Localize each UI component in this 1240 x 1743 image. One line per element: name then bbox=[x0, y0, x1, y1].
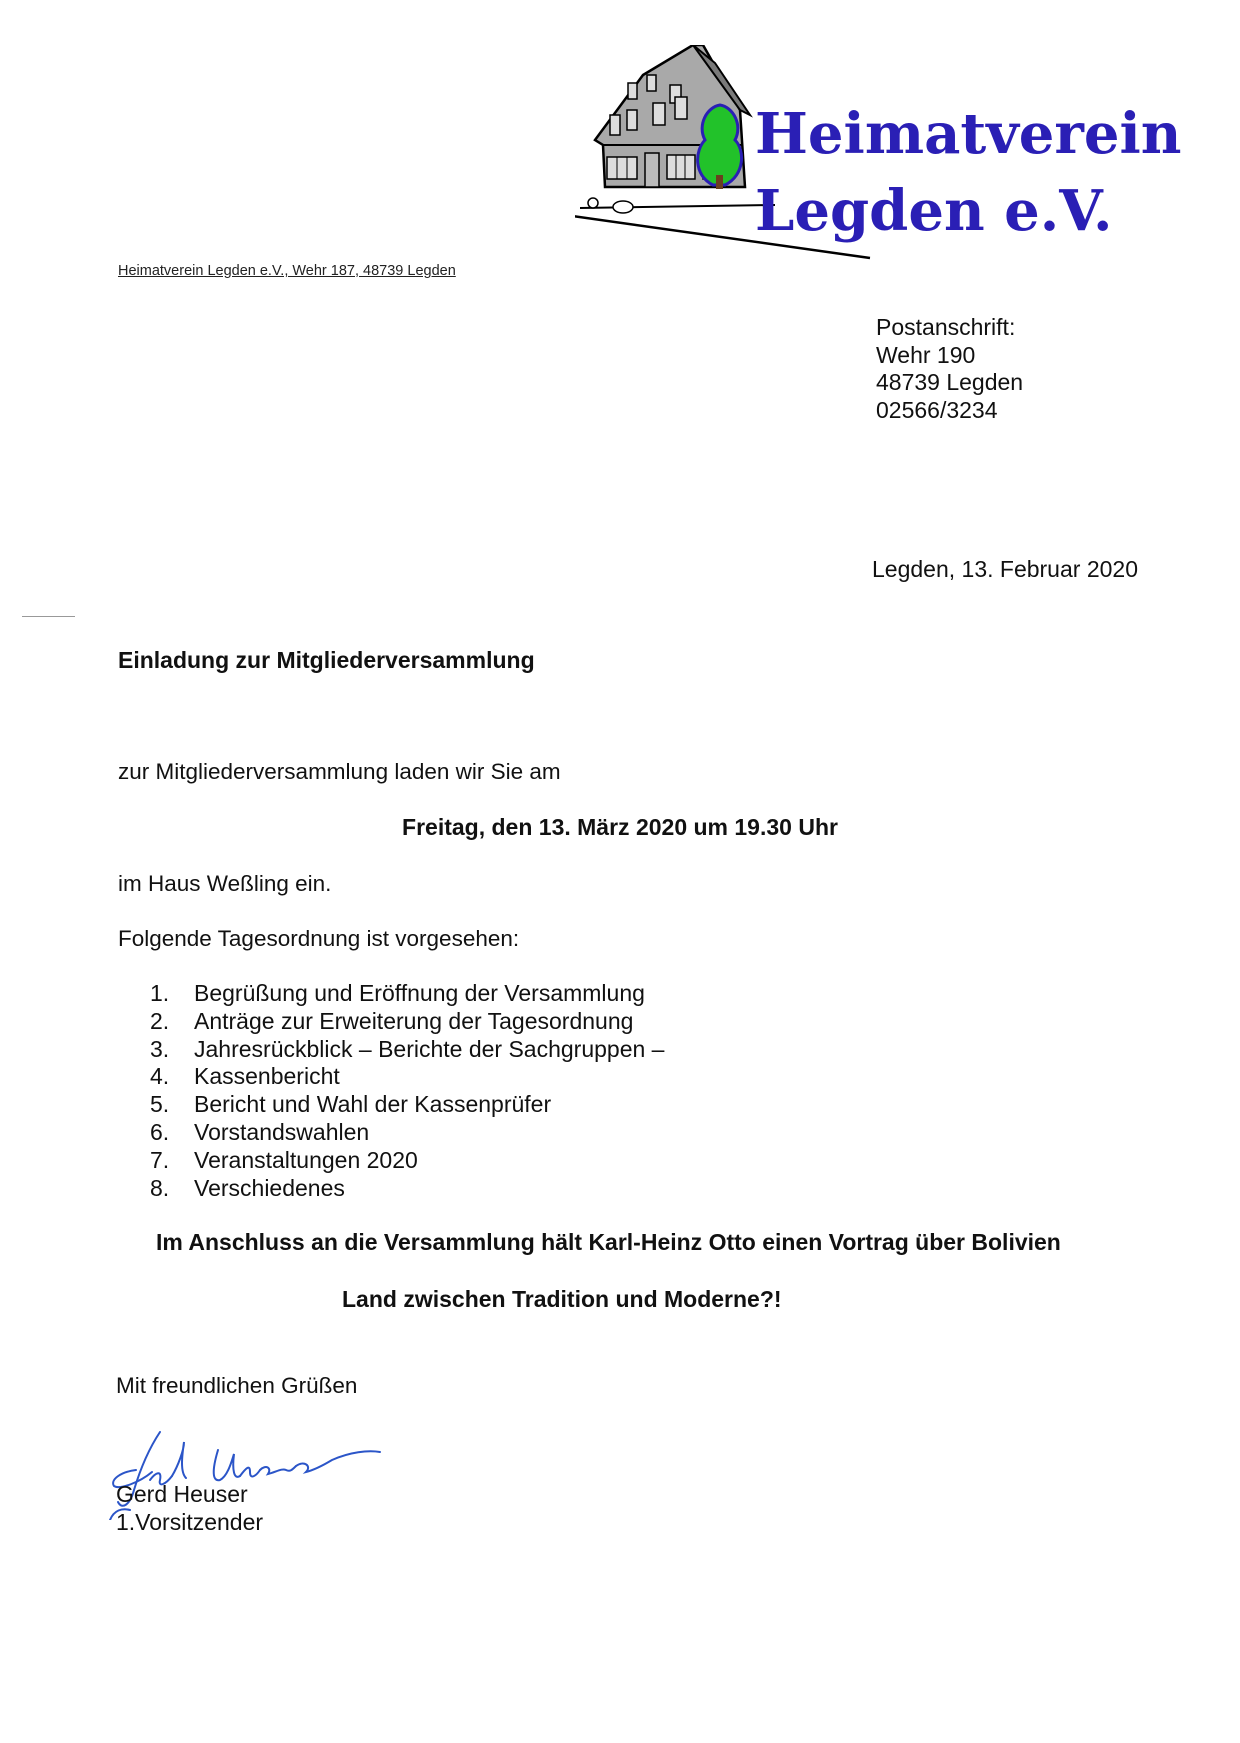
agenda-intro: Folgende Tagesordnung ist vorgesehen: bbox=[118, 926, 520, 951]
signer-name: Gerd Heuser bbox=[116, 1481, 248, 1507]
agenda-item: 6. Vorstandswahlen bbox=[150, 1118, 370, 1145]
agenda-item: 3. Jahresrückblick – Berichte der Sachgruppen – bbox=[150, 1035, 665, 1062]
closing-greeting: Mit freundlichen Grüßen bbox=[116, 1373, 358, 1398]
postal-address-block bbox=[876, 314, 1023, 424]
lecture-title: Land zwischen Tradition und Moderne?! bbox=[342, 1286, 782, 1312]
postal-label: Postanschrift: bbox=[876, 314, 1016, 340]
agenda-list bbox=[150, 980, 664, 1202]
sender-address-line: Heimatverein Legden e.V., Wehr 187, 48739 Legden bbox=[118, 263, 456, 279]
agenda-item: 5. Bericht und Wahl der Kassenprüfer bbox=[150, 1091, 552, 1118]
lecture-announcement: Im Anschluss an die Versammlung hält Karl-Heinz Otto einen Vortrag über Bolivien bbox=[156, 1229, 1061, 1255]
agenda-item: 8. Verschiedenes bbox=[150, 1174, 345, 1201]
logo-text-line2: Legden e.V. bbox=[755, 178, 1113, 244]
agenda-item: 1. Begrüßung und Eröffnung der Versammlung bbox=[150, 980, 645, 1006]
fold-mark bbox=[22, 616, 75, 617]
postal-street: Wehr 190 bbox=[876, 341, 976, 368]
agenda-item: 7. Veranstaltungen 2020 bbox=[150, 1146, 418, 1173]
letter-subject: Einladung zur Mitgliederversammlung bbox=[118, 647, 535, 673]
signer-role: 1.Vorsitzender bbox=[116, 1509, 264, 1535]
agenda-item: 2. Anträge zur Erweiterung der Tagesordnung bbox=[150, 1007, 634, 1034]
event-venue: im Haus Weßling ein. bbox=[118, 871, 332, 896]
house-with-tree-icon bbox=[575, 45, 1185, 290]
postal-city: 48739 Legden bbox=[876, 369, 1024, 395]
letter-date: Legden, 13. Februar 2020 bbox=[872, 556, 1138, 582]
logo-text-line1: Heimatverein bbox=[755, 101, 1182, 167]
body-intro: zur Mitgliederversammlung laden wir Sie am bbox=[118, 759, 561, 784]
signer-block bbox=[116, 1480, 263, 1536]
event-datetime: Freitag, den 13. März 2020 um 19.30 Uhr bbox=[402, 814, 838, 840]
agenda-item: 4. Kassenbericht bbox=[150, 1063, 340, 1090]
postal-phone: 02566/3234 bbox=[876, 396, 998, 423]
